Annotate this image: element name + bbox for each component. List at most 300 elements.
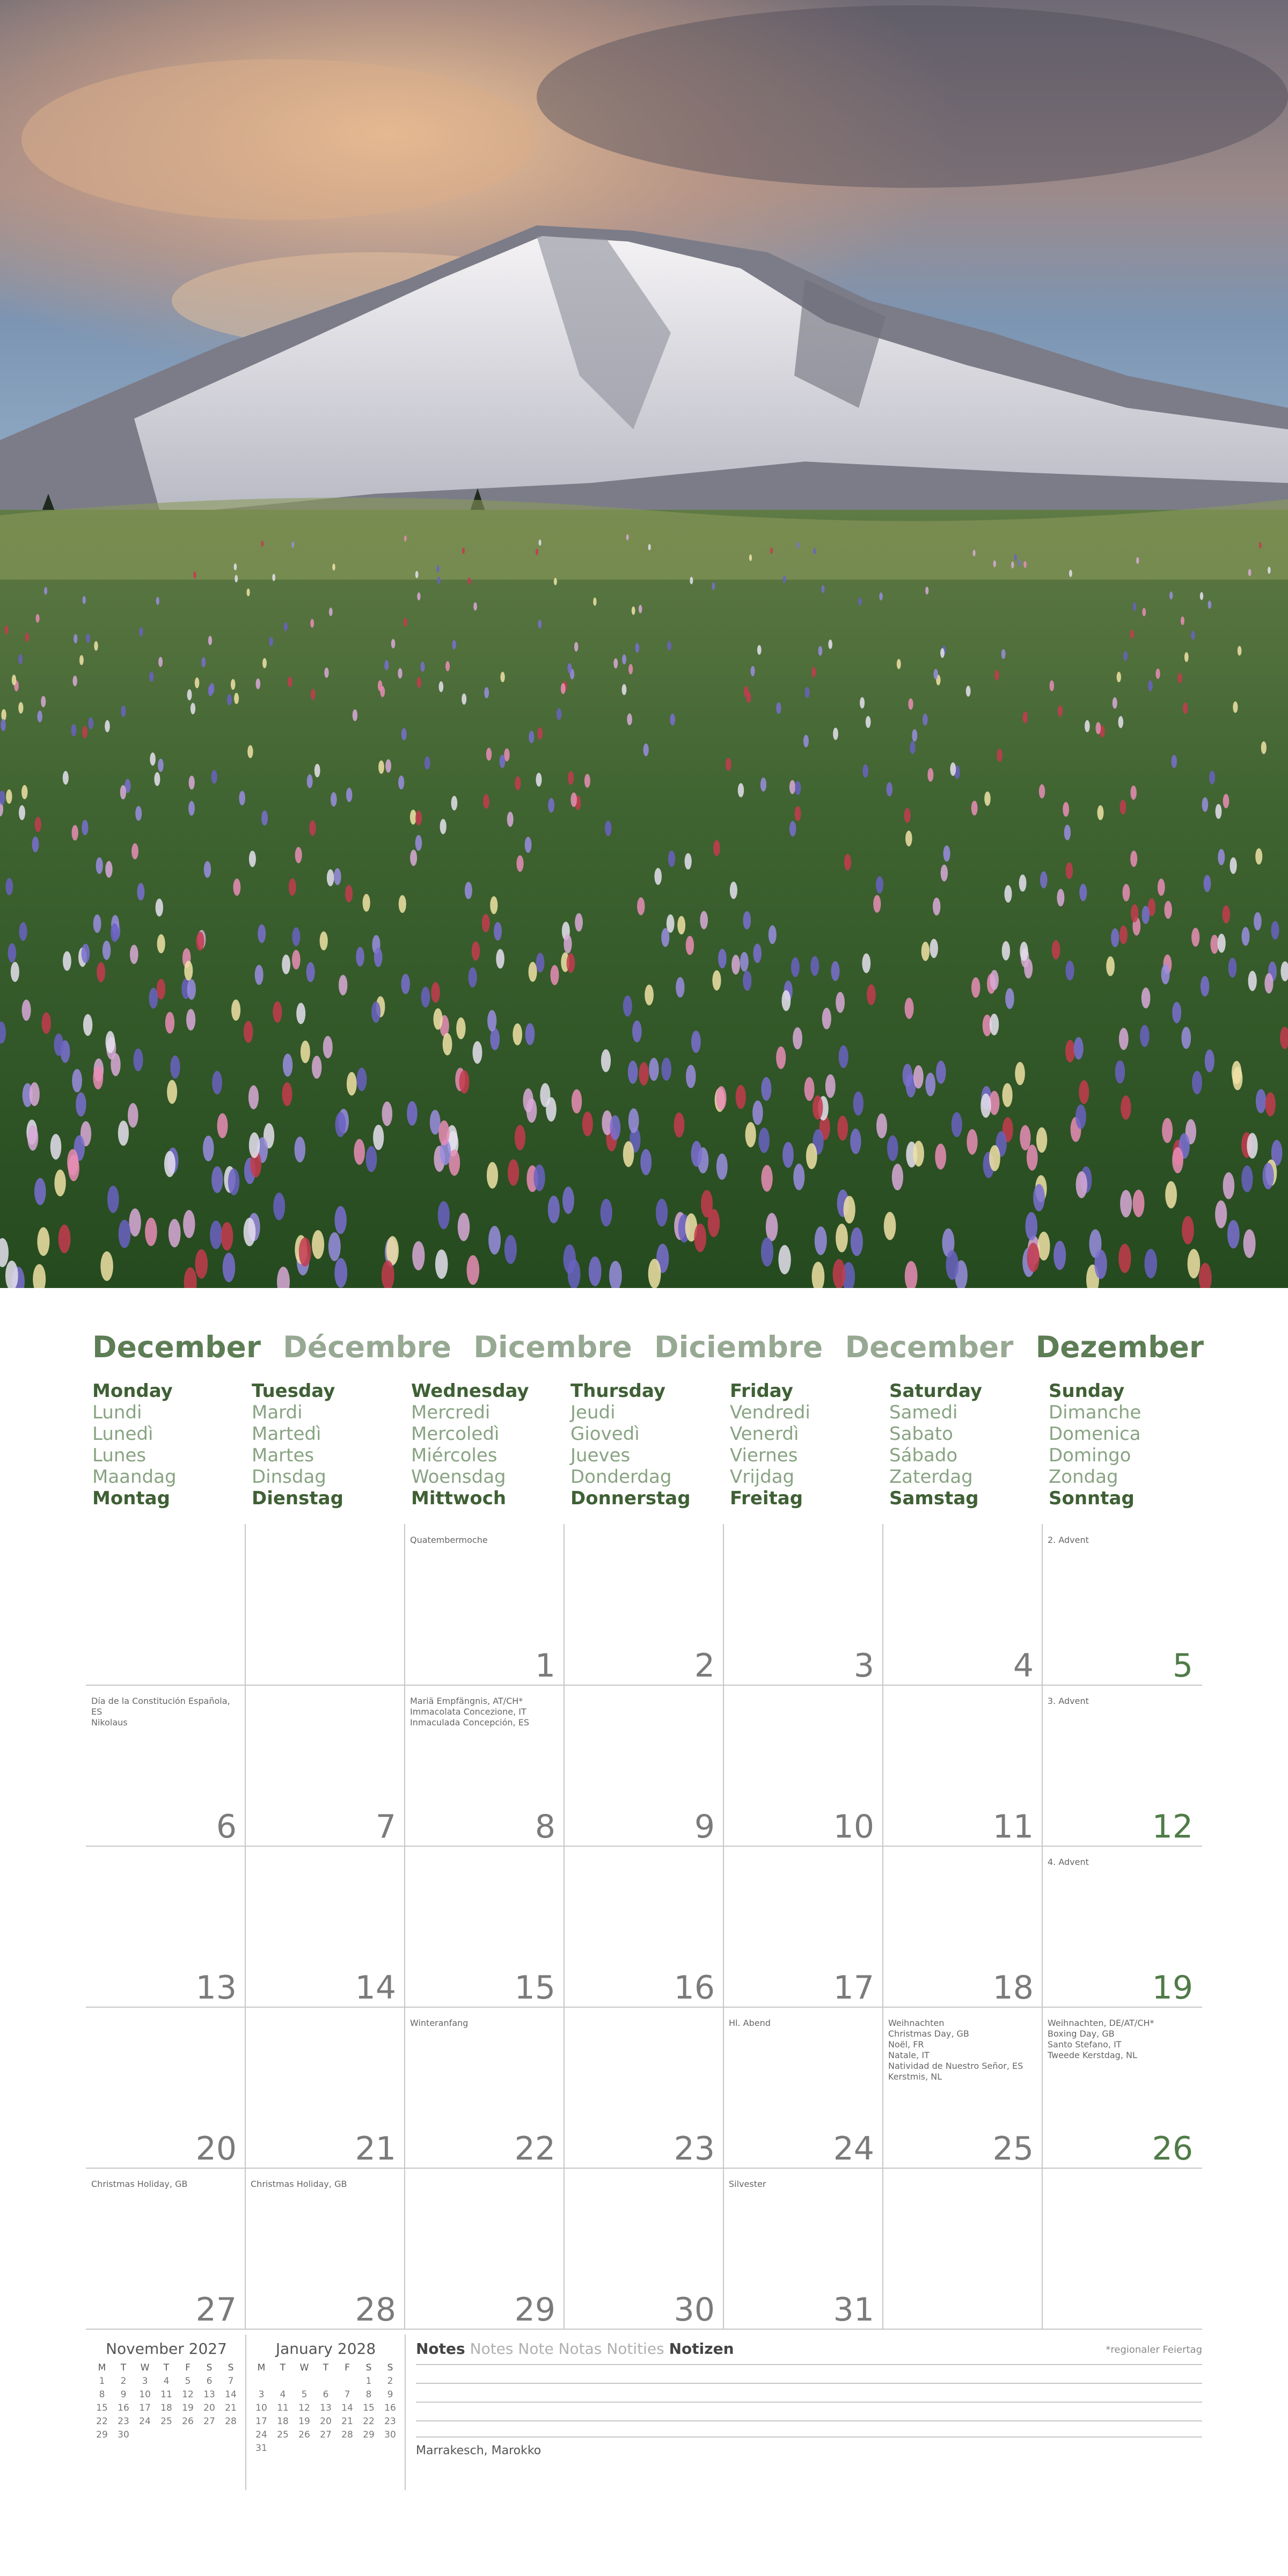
weekday-en: Monday xyxy=(92,1380,173,1402)
flower xyxy=(1130,630,1134,639)
day-cell[interactable] xyxy=(86,2168,245,2329)
flower xyxy=(1079,1080,1089,1104)
weekday-translation: Zondag xyxy=(1049,1466,1118,1488)
flower xyxy=(248,1085,259,1109)
day-cell[interactable] xyxy=(564,1846,723,2007)
flower xyxy=(504,1235,517,1264)
flower xyxy=(525,837,532,853)
flower xyxy=(1119,1028,1129,1050)
flower xyxy=(513,1023,522,1045)
flower xyxy=(233,879,241,896)
mini-calendar-day: 2 xyxy=(120,2375,127,2387)
flower xyxy=(1074,1037,1084,1060)
day-cell[interactable] xyxy=(245,1685,405,1846)
flower xyxy=(249,1132,260,1158)
flower xyxy=(391,639,396,649)
flower xyxy=(11,962,19,982)
flower xyxy=(564,1245,576,1274)
weekday-translation: Mardi xyxy=(252,1402,303,1423)
flower xyxy=(811,667,816,677)
day-cell[interactable] xyxy=(405,1846,564,2007)
flower xyxy=(211,770,217,784)
day-cell[interactable] xyxy=(405,1685,564,1846)
flower xyxy=(1106,956,1115,976)
flower xyxy=(97,962,105,982)
flower xyxy=(404,536,407,541)
holiday-note: Silvester xyxy=(729,2179,766,2189)
flower xyxy=(887,782,892,796)
weekday-de: Freitag xyxy=(730,1488,803,1509)
flower xyxy=(283,1053,292,1077)
flower xyxy=(515,777,521,791)
holiday-note: Hl. Abend xyxy=(729,2018,771,2028)
flower xyxy=(437,577,441,584)
day-number: 7 xyxy=(375,1808,396,1846)
flower xyxy=(165,1012,174,1034)
flower xyxy=(876,876,883,894)
mini-calendar-weekday: F xyxy=(345,2362,350,2373)
mini-calendar-day: 31 xyxy=(255,2442,267,2454)
flower xyxy=(191,703,195,715)
day-cell[interactable] xyxy=(723,1524,883,1685)
mini-calendar-day: 12 xyxy=(298,2402,310,2413)
flower xyxy=(210,1220,222,1249)
weekday-translation: Miércoles xyxy=(411,1445,497,1466)
flower xyxy=(331,792,337,807)
mini-calendar-day: 27 xyxy=(203,2416,215,2427)
notes-label-es: Notas xyxy=(558,2340,602,2358)
flower xyxy=(12,675,16,685)
flower xyxy=(401,728,407,741)
flower xyxy=(818,646,823,656)
holiday-note: Día de la Constitución Española, ES Nikolaus xyxy=(91,1696,230,1728)
weekday-header xyxy=(252,1380,407,1509)
flower xyxy=(628,1060,638,1084)
flower xyxy=(993,560,996,567)
mini-calendar-day: 11 xyxy=(160,2389,172,2400)
day-number: 4 xyxy=(1013,1647,1034,1685)
flower xyxy=(417,592,420,601)
flower xyxy=(876,1114,887,1139)
flower xyxy=(1075,1104,1086,1129)
day-cell[interactable] xyxy=(405,1524,564,1685)
mini-calendar-day: 10 xyxy=(255,2402,267,2413)
grid-col-divider xyxy=(882,1524,883,2329)
flower xyxy=(813,1095,823,1119)
flower xyxy=(1117,672,1121,683)
weekday-translation: Maandag xyxy=(92,1466,177,1488)
flower xyxy=(1242,927,1250,946)
flower xyxy=(757,645,762,655)
flower xyxy=(1,709,6,721)
flower xyxy=(676,977,684,998)
flower xyxy=(935,1144,946,1169)
mini-calendar-day: 15 xyxy=(363,2402,375,2413)
weekday-translation: Sabato xyxy=(889,1423,953,1445)
flower xyxy=(133,1049,143,1072)
flower xyxy=(743,911,751,930)
flower xyxy=(292,950,301,970)
flower xyxy=(438,1121,449,1146)
flower xyxy=(183,1210,195,1238)
notes-line xyxy=(416,2364,1202,2365)
flower xyxy=(904,808,911,823)
flower xyxy=(1141,987,1151,1008)
mini-calendar-day: 18 xyxy=(160,2402,172,2413)
flower xyxy=(399,895,406,913)
day-cell[interactable] xyxy=(883,1524,1042,1685)
flower xyxy=(783,575,786,583)
mini-calendar-weekday: T xyxy=(120,2362,127,2373)
flower xyxy=(22,1000,31,1021)
mini-calendar-day: 6 xyxy=(323,2389,329,2400)
flower xyxy=(760,778,766,792)
flower xyxy=(1223,1172,1235,1199)
day-cell[interactable] xyxy=(723,1846,883,2007)
mini-calendar-day: 16 xyxy=(384,2402,396,2413)
flower xyxy=(164,1151,175,1177)
weekday-de: Sonntag xyxy=(1049,1488,1135,1509)
flower xyxy=(189,775,195,789)
flower xyxy=(667,641,671,650)
flower xyxy=(806,1143,817,1169)
flower xyxy=(837,1116,848,1141)
flower xyxy=(373,1125,384,1150)
flower xyxy=(1177,673,1182,684)
flower xyxy=(782,990,791,1011)
day-number: 5 xyxy=(1172,1647,1193,1685)
flower xyxy=(291,541,294,548)
mini-calendar-day: 8 xyxy=(365,2389,372,2400)
weekday-translation: Vrijdag xyxy=(730,1466,795,1488)
flower xyxy=(1241,1166,1253,1192)
flower xyxy=(744,686,749,697)
flower xyxy=(329,608,333,616)
weekday-en: Thursday xyxy=(570,1380,666,1402)
flower xyxy=(167,1080,177,1104)
flower xyxy=(685,853,692,870)
flower xyxy=(1057,889,1064,906)
flower xyxy=(467,1255,480,1285)
flower xyxy=(273,1192,285,1220)
flower xyxy=(887,1136,898,1161)
day-cell[interactable] xyxy=(1042,1685,1202,1846)
flower xyxy=(554,578,557,586)
flower xyxy=(347,1072,357,1096)
flower xyxy=(761,1077,771,1101)
flower xyxy=(34,1178,46,1205)
mini-calendar-day: 25 xyxy=(160,2416,172,2427)
mini-calendar-day: 16 xyxy=(118,2402,129,2413)
flower xyxy=(836,1224,848,1252)
flower xyxy=(487,1010,496,1031)
flower xyxy=(536,548,538,555)
day-cell[interactable] xyxy=(1042,2007,1202,2168)
day-number: 11 xyxy=(992,1808,1034,1846)
flower xyxy=(249,851,256,867)
flower xyxy=(508,1159,519,1185)
flower xyxy=(1243,1230,1256,1258)
mini-calendar-weekday: W xyxy=(140,2362,150,2373)
flower xyxy=(923,714,928,726)
flower xyxy=(1014,554,1017,560)
flower xyxy=(401,974,410,994)
flower xyxy=(282,955,290,975)
flower xyxy=(1265,1092,1276,1116)
flower xyxy=(1263,1163,1274,1190)
flower xyxy=(82,820,88,836)
flower xyxy=(1121,1095,1131,1119)
flower xyxy=(873,895,881,913)
flower xyxy=(1019,875,1027,892)
flower xyxy=(1113,697,1117,708)
weekday-en: Tuesday xyxy=(252,1380,335,1402)
day-cell[interactable] xyxy=(1042,1846,1202,2007)
flower xyxy=(795,781,801,795)
flower xyxy=(188,801,195,816)
flower xyxy=(1119,925,1128,944)
flower xyxy=(272,574,275,581)
flower xyxy=(761,1165,772,1192)
flower xyxy=(71,724,77,736)
day-cell[interactable] xyxy=(883,2007,1042,2168)
flower xyxy=(1155,669,1160,679)
flower xyxy=(145,1218,157,1246)
month-title-fr: Décembre xyxy=(283,1330,452,1364)
flower xyxy=(18,654,23,664)
flower xyxy=(574,642,579,652)
mini-calendar-day: 14 xyxy=(341,2402,353,2413)
mini-calendar-day: 1 xyxy=(365,2375,372,2387)
flower xyxy=(1111,928,1119,947)
flower xyxy=(860,697,865,708)
day-number: 27 xyxy=(195,2291,237,2329)
weekday-en: Friday xyxy=(730,1380,793,1402)
flower xyxy=(752,1101,763,1125)
weekday-de: Montag xyxy=(92,1488,170,1509)
flower xyxy=(821,586,824,593)
flower xyxy=(18,702,23,713)
mini-calendar-day: 22 xyxy=(96,2416,108,2427)
flower xyxy=(231,999,240,1021)
flower xyxy=(1115,1060,1125,1084)
day-number: 19 xyxy=(1152,1969,1193,2007)
flower xyxy=(1182,1216,1194,1245)
flower xyxy=(862,954,870,974)
flower xyxy=(930,939,938,958)
day-cell[interactable] xyxy=(723,2168,883,2329)
weekday-translation: Jeudi xyxy=(570,1402,616,1423)
day-cell[interactable] xyxy=(883,1685,1042,1846)
flower xyxy=(1148,680,1153,691)
flower xyxy=(892,1163,903,1190)
day-cell[interactable] xyxy=(86,2007,245,2168)
mini-calendar-day: 12 xyxy=(182,2389,194,2400)
mini-calendar-day xyxy=(272,2374,294,2388)
flower xyxy=(1223,794,1230,808)
weekday-translation: Mercredi xyxy=(411,1402,491,1423)
grid-row-divider xyxy=(86,2168,1202,2169)
flower xyxy=(1172,1147,1183,1174)
flower xyxy=(1005,885,1012,903)
day-cell[interactable] xyxy=(723,2007,883,2168)
flower xyxy=(654,868,662,885)
flower xyxy=(335,1112,346,1137)
day-cell[interactable] xyxy=(564,2007,723,2168)
flower xyxy=(1094,1249,1107,1279)
day-cell[interactable] xyxy=(245,2007,405,2168)
flower xyxy=(825,1074,836,1098)
weekday-translation: Sábado xyxy=(889,1445,958,1466)
day-cell[interactable] xyxy=(564,2168,723,2329)
day-cell[interactable] xyxy=(405,2168,564,2329)
grid-col-divider xyxy=(245,1524,246,2329)
weekday-translation: Woensdag xyxy=(411,1466,506,1488)
flower xyxy=(1020,942,1028,961)
holiday-note: Winteranfang xyxy=(410,2018,469,2028)
mini-calendar-day xyxy=(156,2428,177,2441)
flower xyxy=(83,596,86,604)
flower xyxy=(973,550,976,556)
flower xyxy=(903,1064,913,1087)
flower xyxy=(716,1086,726,1110)
flower xyxy=(5,625,9,634)
day-number: 1 xyxy=(535,1647,555,1685)
mini-calendar-day: 9 xyxy=(120,2389,127,2400)
holiday-note: Weihnachten, DE/AT/CH* Boxing Day, GB Santo Stefano, IT Tweede Kerstdag, NL xyxy=(1048,2018,1154,2060)
flower xyxy=(997,749,1002,762)
day-cell[interactable] xyxy=(723,1685,883,1846)
flower xyxy=(538,620,541,628)
flower xyxy=(1205,1050,1214,1073)
day-cell[interactable] xyxy=(245,1846,405,2007)
flower xyxy=(789,780,795,794)
flower xyxy=(686,936,694,955)
flower xyxy=(327,869,334,887)
weekday-de: Mittwoch xyxy=(411,1488,507,1509)
flower xyxy=(1169,591,1173,599)
flower xyxy=(626,535,629,540)
flower xyxy=(1233,701,1238,713)
grid-col-divider xyxy=(564,1524,565,2329)
flower xyxy=(649,1058,659,1081)
flower xyxy=(195,677,200,688)
flower xyxy=(435,1249,448,1279)
flower xyxy=(632,1020,642,1042)
flower xyxy=(736,1085,746,1109)
day-cell[interactable] xyxy=(1042,1524,1202,1685)
flower xyxy=(905,998,914,1019)
flower xyxy=(6,789,12,804)
flower xyxy=(797,542,800,548)
flower xyxy=(149,988,158,1009)
day-cell[interactable] xyxy=(86,1685,245,1846)
flower xyxy=(158,657,163,667)
flower xyxy=(1172,1002,1181,1023)
flower xyxy=(913,1141,924,1167)
flower xyxy=(150,752,156,766)
day-cell[interactable] xyxy=(883,1846,1042,2007)
mini-calendar-day xyxy=(134,2428,156,2441)
flower xyxy=(309,821,316,836)
mini-calendar-day: 11 xyxy=(277,2402,289,2413)
flower xyxy=(21,785,27,800)
weekday-header xyxy=(570,1380,726,1509)
flower xyxy=(44,587,47,595)
flower xyxy=(584,774,590,788)
holiday-note: 4. Advent xyxy=(1048,1857,1089,1867)
flower xyxy=(1050,680,1055,691)
flower xyxy=(1120,800,1126,814)
flower xyxy=(701,1190,713,1217)
weekday-translation: Domingo xyxy=(1049,1445,1131,1466)
flower xyxy=(208,636,212,645)
flower xyxy=(718,949,727,969)
flower xyxy=(897,659,901,669)
grid-row-divider xyxy=(86,1846,1202,1847)
flower xyxy=(212,1071,222,1094)
flower xyxy=(5,878,13,895)
flower xyxy=(1181,617,1184,625)
flower xyxy=(782,1142,794,1168)
flower xyxy=(1,719,6,731)
flower xyxy=(269,637,273,647)
day-number: 2 xyxy=(694,1647,715,1685)
day-cell[interactable] xyxy=(245,2168,405,2329)
flower xyxy=(193,572,196,579)
flower xyxy=(1011,561,1014,568)
mini-calendar-day: 8 xyxy=(99,2389,105,2400)
day-cell[interactable] xyxy=(564,1524,723,1685)
flower xyxy=(208,685,213,696)
flower xyxy=(135,806,142,821)
flower xyxy=(129,1209,141,1236)
flower xyxy=(1256,1089,1266,1113)
holiday-note: 2. Advent xyxy=(1048,1535,1089,1545)
flower xyxy=(753,943,762,963)
mini-calendar-day xyxy=(336,2374,358,2388)
flower xyxy=(1259,542,1262,548)
flower xyxy=(312,1230,324,1259)
flower xyxy=(170,1056,180,1079)
flower xyxy=(769,925,777,944)
flower xyxy=(1271,921,1279,940)
weekday-translation: Samedi xyxy=(889,1402,958,1423)
flower xyxy=(557,708,561,720)
flower xyxy=(221,1222,233,1250)
month-title-de: Dezember xyxy=(1035,1330,1204,1364)
flower xyxy=(324,668,328,678)
flower xyxy=(459,1070,470,1094)
day-cell[interactable] xyxy=(405,2007,564,2168)
flower xyxy=(691,1030,701,1053)
flower xyxy=(440,819,447,835)
grid-row-divider xyxy=(86,1685,1202,1686)
flower xyxy=(551,965,559,985)
flower xyxy=(72,676,77,686)
flower xyxy=(1188,1249,1201,1278)
flower xyxy=(936,1060,946,1084)
day-cell[interactable] xyxy=(564,1685,723,1846)
mini-calendar-day: 17 xyxy=(255,2416,267,2427)
flower xyxy=(548,1196,560,1224)
flower xyxy=(384,660,389,670)
mini-calendar-weekday: F xyxy=(185,2362,191,2373)
day-cell[interactable] xyxy=(86,1846,245,2007)
flower xyxy=(548,798,554,813)
flower xyxy=(76,1092,86,1116)
month-title-nl: December xyxy=(845,1330,1014,1364)
